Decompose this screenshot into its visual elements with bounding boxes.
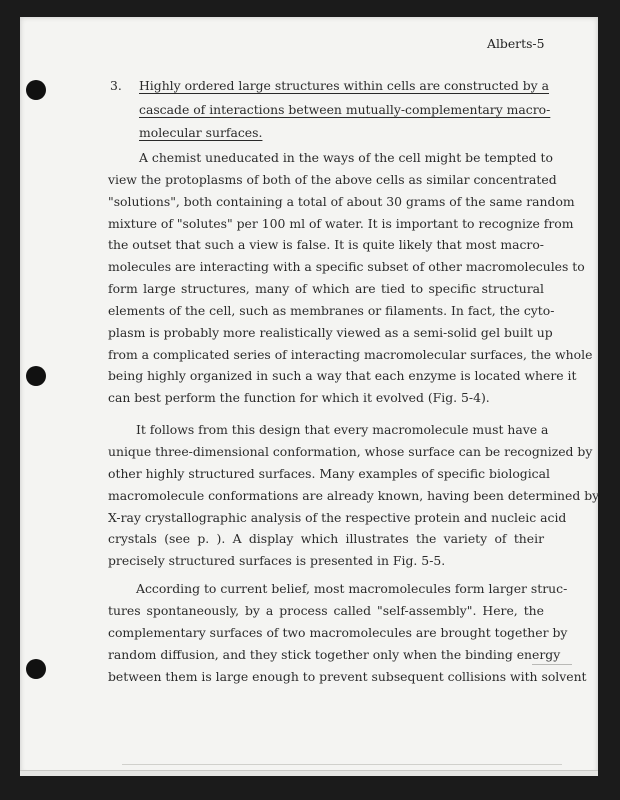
body-line: mixture of "solutes" per 100 ml of water. It is important to recognize from [108,216,574,231]
section-heading-line: Highly ordered large structures within cells are constructed by a [139,78,550,93]
section-heading-line: cascade of interactions between mutually-complementary macro- [139,102,551,117]
body-line: between them is large enough to prevent subsequent collisions with solvent [108,669,587,684]
body-line: being highly organized in such a way that each enzyme is located where it [108,368,577,383]
body-line: macromolecule conformations are already known, having been determined by [108,488,600,503]
section-heading-line: molecular surfaces. [139,125,263,140]
body-line: can best perform the function for which it evolved (Fig. 5-4). [108,390,490,405]
page-bottom-edge [20,770,598,776]
page-label: Alberts-5 [487,36,545,51]
body-line: plasm is probably more realistically viewed as a semi-solid gel built up [108,325,553,340]
body-line: other highly structured surfaces. Many examples of specific biological [108,466,550,481]
punch-hole [26,659,46,679]
body-line: from a complicated series of interacting macromolecular surfaces, the whole [108,347,593,362]
body-line: X-ray crystallographic analysis of the respective protein and nucleic acid [108,510,567,525]
scan-artifact [122,764,562,765]
body-line: According to current belief, most macromolecules form larger struc- [136,581,568,596]
body-line: "solutions", both containing a total of about 30 grams of the same random [108,194,575,209]
punch-hole [26,80,46,100]
body-line: molecules are interacting with a specific subset of other macromolecules to [108,259,585,274]
body-line: A chemist uneducated in the ways of the cell might be tempted to [139,150,553,165]
body-line: view the protoplasms of both of the above cells as similar concentrated [108,172,557,187]
body-line: tures spontaneously, by a process called "self-assembly". Here, the [108,603,544,618]
body-line: random diffusion, and they stick together only when the binding energy [108,647,561,662]
body-line: elements of the cell, such as membranes or filaments. In fact, the cyto- [108,303,555,318]
scan-artifact [532,664,572,665]
body-line: unique three-dimensional conformation, whose surface can be recognized by [108,444,593,459]
body-line: crystals (see p. ). A display which illustrates the variety of their [108,531,544,546]
body-line: complementary surfaces of two macromolecules are brought together by [108,625,568,640]
body-line: form large structures, many of which are tied to specific structural [108,281,544,296]
section-number: 3. [110,78,122,93]
body-line: precisely structured surfaces is presented in Fig. 5-5. [108,553,446,568]
punch-hole [26,366,46,386]
body-line: It follows from this design that every macromolecule must have a [136,422,549,437]
body-line: the outset that such a view is false. It is quite likely that most macro- [108,237,544,252]
